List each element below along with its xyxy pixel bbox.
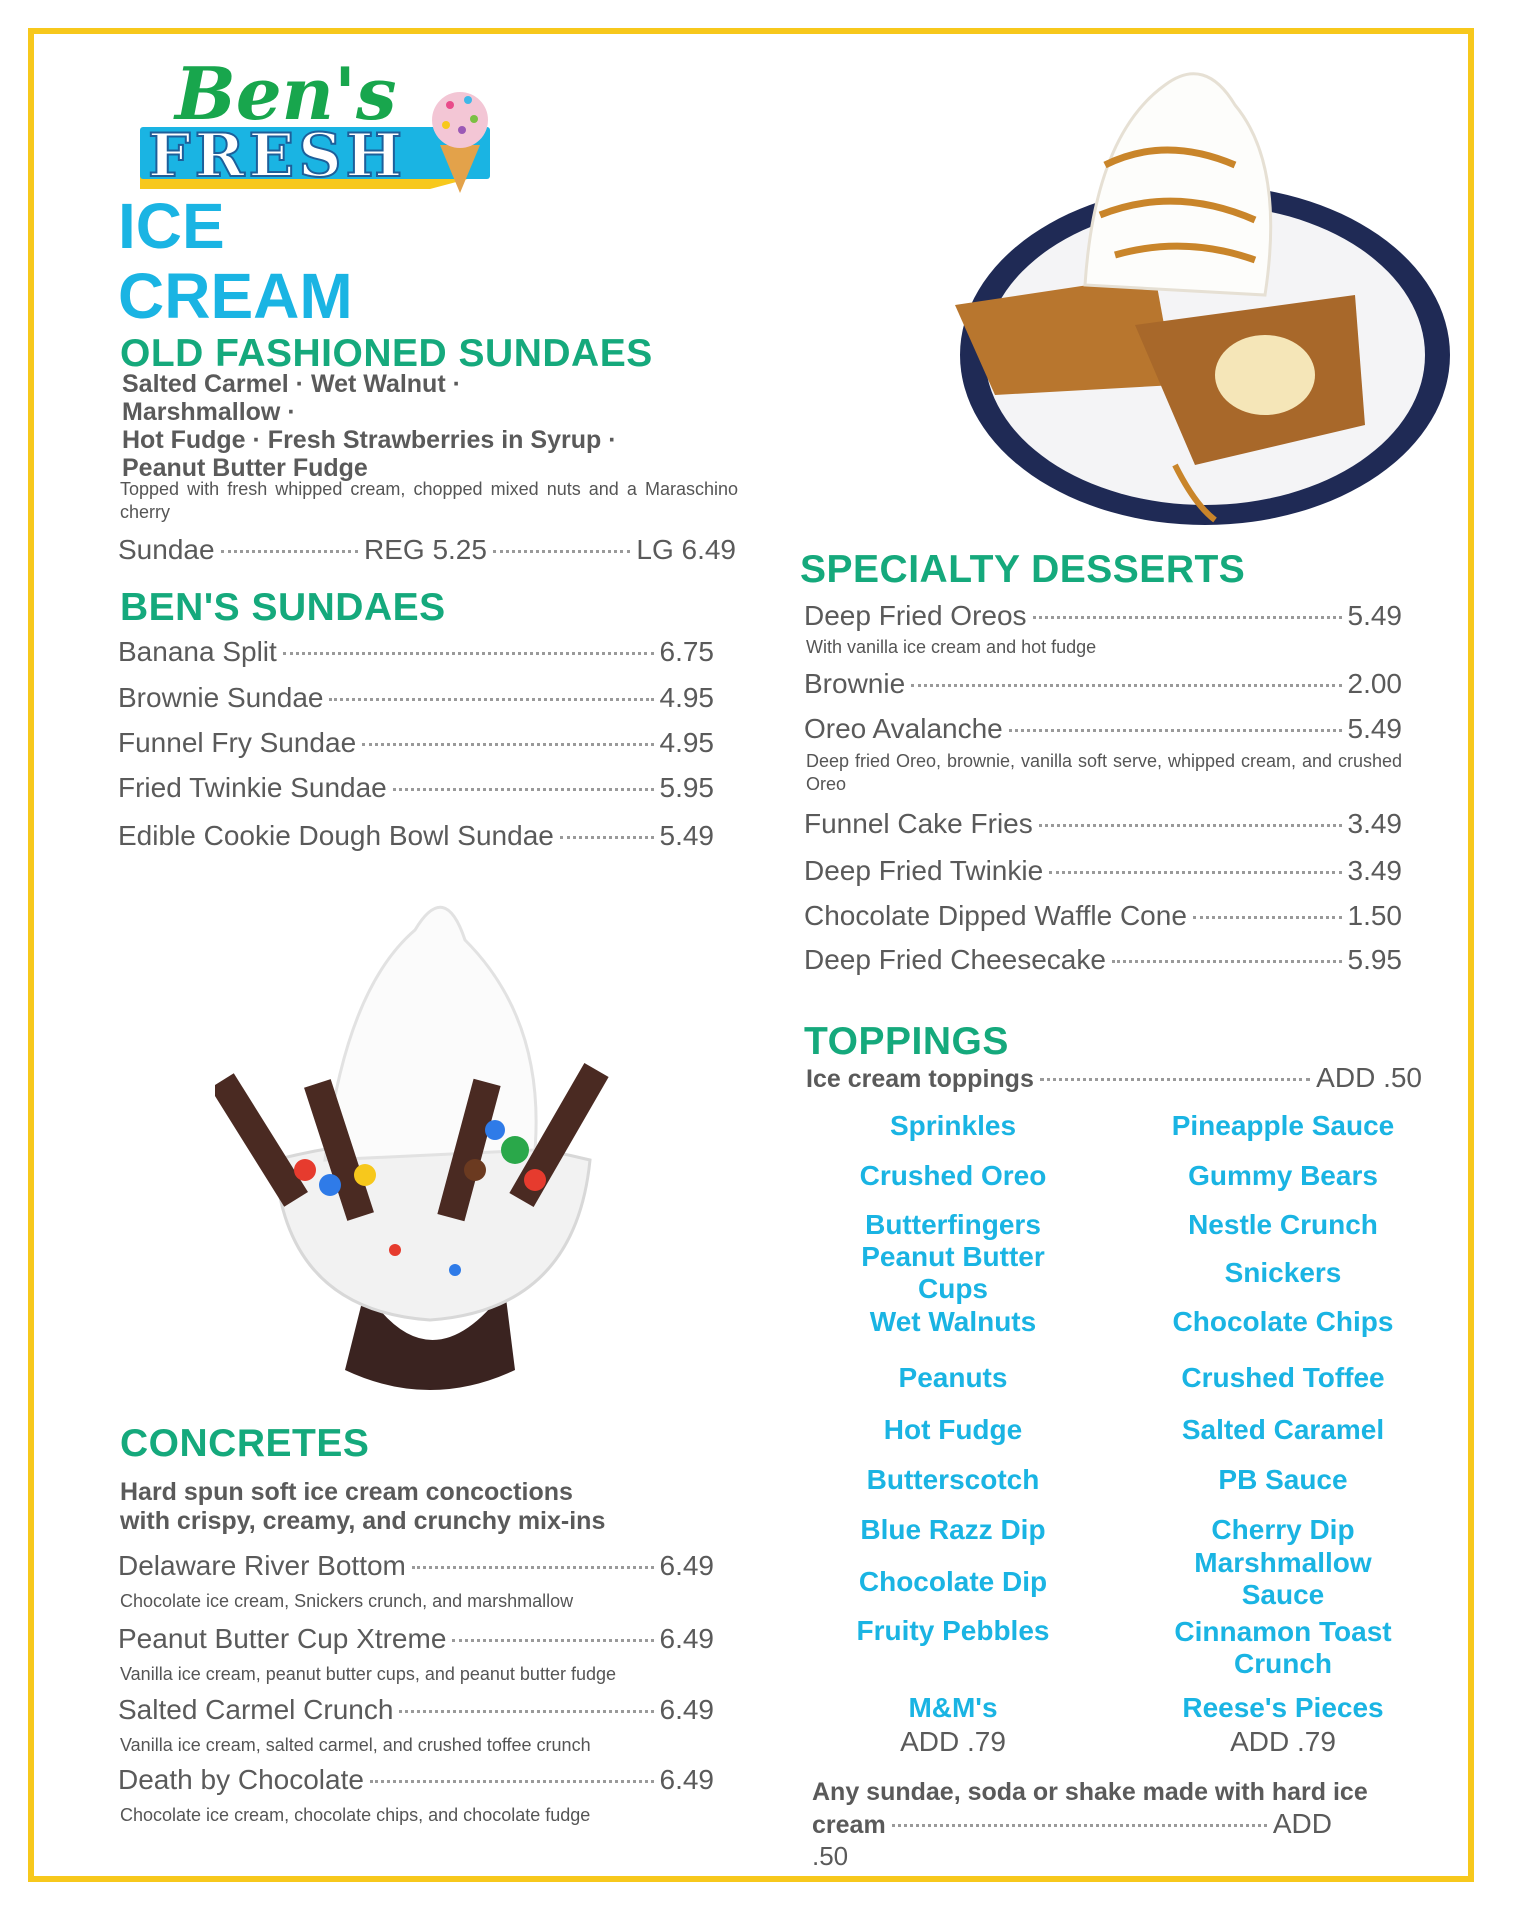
dot-leader <box>370 1780 654 1783</box>
menu-item <box>804 600 1402 632</box>
topping-item: Crushed Toffee <box>1181 1362 1385 1393</box>
dot-leader <box>1040 1078 1310 1081</box>
item-name: Deep Fried Twinkie <box>804 855 1044 886</box>
old-fashioned-heading: OLD FASHIONED SUNDAES <box>120 332 653 375</box>
toppings-label: Ice cream toppings <box>806 1065 1034 1093</box>
item-price: 3.49 <box>1347 855 1402 886</box>
topping-item: Gummy Bears <box>1188 1160 1378 1191</box>
topping-add-price: ADD .79 <box>900 1726 1006 1757</box>
topping-add-price: ADD .79 <box>1230 1726 1336 1757</box>
bens-fresh-logo <box>130 51 510 195</box>
item-price: 5.95 <box>659 772 714 803</box>
topping-item: Chocolate Chips <box>1172 1306 1394 1337</box>
item-price: 2.00 <box>1347 668 1402 699</box>
item-price: 1.50 <box>1347 900 1402 931</box>
item-name: Brownie <box>804 668 906 699</box>
concretes-subtitle-line1: Hard spun soft ice cream concoctions <box>120 1478 573 1506</box>
dot-leader <box>412 1566 654 1569</box>
logo-word: FRESH <box>148 121 407 191</box>
menu-item <box>804 808 1402 840</box>
item-name: Chocolate Dipped Waffle Cone <box>804 900 1187 931</box>
item-name: Peanut Butter Cup Xtreme <box>118 1623 447 1654</box>
note-add: ADD <box>1272 1808 1332 1839</box>
item-desc: Vanilla ice cream, peanut butter cups, and peanut butter fudge <box>120 1664 616 1684</box>
flavor-line: Peanut Butter Fudge <box>122 454 368 482</box>
topping-item: Pineapple Sauce <box>1171 1110 1395 1141</box>
logo-script: Ben's <box>175 51 397 136</box>
menu-item <box>118 1694 714 1726</box>
topping-item: Snickers <box>1224 1257 1342 1288</box>
dot-leader <box>1033 616 1342 619</box>
topping-item: Blue Razz Dip <box>860 1514 1046 1545</box>
menu-item <box>118 682 714 714</box>
menu-item <box>118 820 714 852</box>
toppings-price-row <box>806 1062 1422 1094</box>
menu-item <box>118 1623 714 1655</box>
topping-item: Nestle Crunch <box>1188 1209 1378 1240</box>
dot-leader <box>399 1710 653 1713</box>
concretes-subtitle-line2: with crispy, creamy, and crunchy mix-ins <box>120 1507 606 1535</box>
flavor-line: Hot Fudge · Fresh Strawberries in Syrup · <box>122 426 617 454</box>
item-price: 6.49 <box>659 1694 714 1725</box>
menu-item <box>804 944 1402 976</box>
item-name: Deep Fried Cheesecake <box>804 944 1106 975</box>
topping-item: Crushed Oreo <box>859 1160 1047 1191</box>
dot-leader <box>892 1824 1267 1827</box>
topping-item: Peanut Butter Cups <box>861 1241 1045 1304</box>
dot-leader <box>1039 824 1342 827</box>
old-fashioned-desc: Topped with fresh whipped cream, chopped mixed nuts and a Maraschino cherry <box>120 479 738 522</box>
item-name: Deep Fried Oreos <box>804 600 1027 631</box>
topping-item: Marshmallow Sauce <box>1194 1547 1372 1610</box>
deep-fried-dessert-photo <box>935 45 1455 530</box>
item-name: Funnel Fry Sundae <box>118 727 357 758</box>
item-price: 6.49 <box>659 1764 714 1795</box>
item-name: Funnel Cake Fries <box>804 808 1033 839</box>
menu-item <box>118 1764 714 1796</box>
toppings-price: ADD .50 <box>1316 1062 1422 1093</box>
bens-sundaes-heading: BEN'S SUNDAES <box>120 586 446 629</box>
sundae-lg-price: LG 6.49 <box>636 534 737 565</box>
item-name: Delaware River Bottom <box>118 1550 406 1581</box>
item-price: 5.49 <box>659 820 714 851</box>
item-name: Brownie Sundae <box>118 682 324 713</box>
title-cream: CREAM <box>118 260 353 332</box>
note-line2 <box>812 1808 1332 1841</box>
specialty-heading: SPECIALTY DESSERTS <box>800 548 1246 591</box>
menu-item <box>804 900 1402 932</box>
topping-item: Chocolate Dip <box>858 1566 1048 1597</box>
sundae-bowl-photo <box>215 870 645 1410</box>
item-name: Fried Twinkie Sundae <box>118 772 387 803</box>
item-name: Edible Cookie Dough Bowl Sundae <box>118 820 554 851</box>
item-price: 5.49 <box>1347 600 1402 631</box>
item-name: Salted Carmel Crunch <box>118 1694 394 1725</box>
item-name: Oreo Avalanche <box>804 713 1003 744</box>
menu-item <box>804 713 1402 745</box>
item-desc: Chocolate ice cream, Snickers crunch, and marshmallow <box>120 1591 574 1611</box>
item-name: Banana Split <box>118 636 277 667</box>
dot-leader <box>221 550 358 553</box>
topping-item: Cinnamon Toast Crunch <box>1174 1616 1392 1679</box>
hard-ice-cream-note <box>812 1777 1412 1872</box>
sundae-illustration <box>215 870 645 1410</box>
menu-item <box>804 668 1402 700</box>
menu-item <box>118 772 714 804</box>
item-desc: Deep fried Oreo, brownie, vanilla soft serve, whipped cream, and crushed Oreo <box>806 751 1402 794</box>
topping-item: Sprinkles <box>889 1110 1017 1141</box>
note-price: .50 <box>812 1841 849 1871</box>
dot-leader <box>1112 960 1342 963</box>
toppings-heading: TOPPINGS <box>804 1020 1009 1063</box>
item-desc: With vanilla ice cream and hot fudge <box>806 637 1097 657</box>
topping-item: Cherry Dip <box>1211 1514 1355 1545</box>
dot-leader <box>1009 729 1342 732</box>
topping-item: Butterfingers <box>865 1209 1041 1240</box>
dot-leader <box>329 698 653 701</box>
dot-leader <box>362 743 653 746</box>
dot-leader <box>393 788 654 791</box>
item-desc: Chocolate ice cream, chocolate chips, and chocolate fudge <box>120 1805 591 1825</box>
item-desc: Vanilla ice cream, salted carmel, and crushed toffee crunch <box>120 1735 591 1755</box>
item-price: 4.95 <box>659 682 714 713</box>
item-price: 6.75 <box>659 636 714 667</box>
concretes-subtitle <box>120 1478 605 1536</box>
menu-item <box>804 855 1402 887</box>
topping-item: PB Sauce <box>1218 1464 1348 1495</box>
item-price: 3.49 <box>1347 808 1402 839</box>
sundae-name: Sundae <box>118 534 215 565</box>
note-line1: Any sundae, soda or shake made with hard ice <box>812 1778 1368 1806</box>
flavor-line: Marshmallow · <box>122 398 296 426</box>
flavor-line: Salted Carmel · Wet Walnut · <box>122 370 461 398</box>
dot-leader <box>493 550 630 553</box>
item-price: 4.95 <box>659 727 714 758</box>
sundae-row <box>118 534 736 566</box>
topping-item: Wet Walnuts <box>869 1306 1037 1337</box>
dot-leader <box>560 836 654 839</box>
dot-leader <box>283 652 654 655</box>
old-fashioned-flavors <box>122 370 617 482</box>
topping-item: Reese's Pieces <box>1182 1692 1384 1723</box>
concretes-heading: CONCRETES <box>120 1422 370 1465</box>
menu-item <box>118 636 714 668</box>
dot-leader <box>1193 916 1342 919</box>
menu-item <box>118 727 714 759</box>
item-price: 5.49 <box>1347 713 1402 744</box>
topping-item: Salted Caramel <box>1181 1414 1385 1445</box>
topping-item: M&M's <box>908 1692 998 1723</box>
dot-leader <box>911 684 1341 687</box>
item-price: 5.95 <box>1347 944 1402 975</box>
item-name: Death by Chocolate <box>118 1764 364 1795</box>
title-ice: ICE <box>118 190 225 262</box>
dessert-illustration <box>935 45 1455 530</box>
item-price: 6.49 <box>659 1550 714 1581</box>
item-price: 6.49 <box>659 1623 714 1654</box>
topping-item: Fruity Pebbles <box>856 1615 1050 1646</box>
dot-leader <box>452 1639 653 1642</box>
note-cream: cream <box>812 1811 886 1839</box>
dot-leader <box>1049 871 1341 874</box>
topping-item: Butterscotch <box>866 1464 1040 1495</box>
topping-item: Peanuts <box>898 1362 1008 1393</box>
menu-item <box>118 1550 714 1582</box>
sundae-reg-price: REG 5.25 <box>363 534 487 565</box>
topping-item: Hot Fudge <box>883 1414 1023 1445</box>
